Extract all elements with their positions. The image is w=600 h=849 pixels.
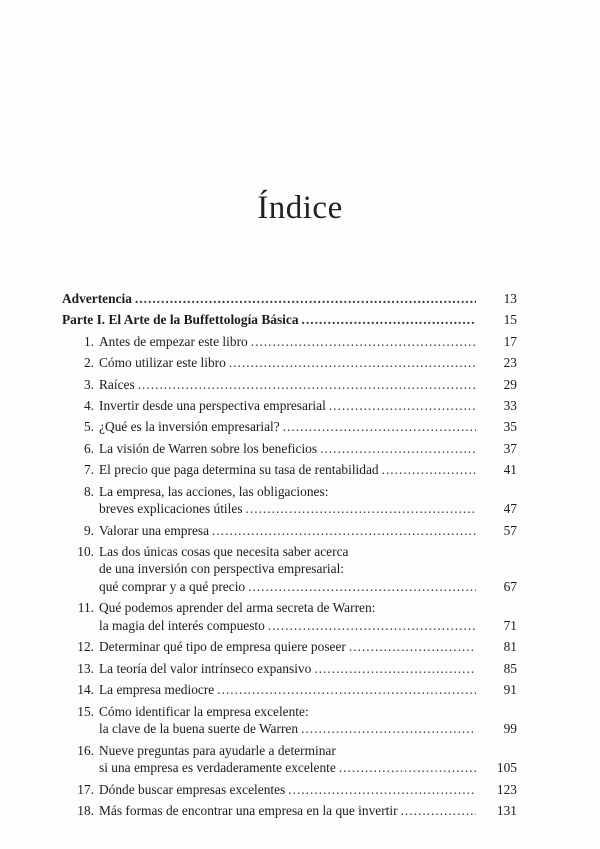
toc-part-entry[interactable]	[62, 311, 517, 329]
dot-leader	[212, 522, 476, 540]
chapter-number: 10.	[77, 543, 94, 559]
chapter-number: 7.	[83, 462, 94, 478]
dot-leader	[268, 617, 476, 635]
page-number: 85	[503, 660, 517, 676]
dot-leader	[229, 354, 476, 372]
page-number: 123	[496, 781, 517, 797]
dot-leader	[217, 681, 476, 699]
toc-entry[interactable]	[62, 703, 517, 738]
entry-title: Más formas de encontrar una empresa en la que invertir	[99, 802, 398, 818]
page-number: 131	[496, 802, 517, 818]
toc-entry[interactable]	[62, 440, 517, 458]
entry-title: Nueve preguntas para ayudarle a determinar	[99, 742, 336, 758]
dot-leader	[320, 440, 476, 458]
chapter-number: 16.	[77, 742, 94, 758]
entry-title: Determinar qué tipo de empresa quiere poseer	[99, 639, 346, 655]
toc-entry[interactable]	[62, 461, 517, 479]
entry-title: qué comprar y a qué precio	[99, 579, 246, 595]
chapter-number: 14.	[77, 682, 94, 698]
entry-title: Parte I. El Arte de la Buffettología Básica	[62, 312, 299, 328]
toc-part-entry[interactable]	[62, 290, 517, 308]
entry-title: La empresa, las acciones, las obligaciones:	[99, 483, 329, 499]
toc-entry[interactable]	[62, 599, 517, 634]
entry-title: La teoría del valor intrínseco expansivo	[99, 660, 312, 676]
dot-leader	[302, 311, 476, 329]
chapter-number: 2.	[83, 355, 94, 371]
dot-leader	[248, 578, 476, 596]
dot-leader	[251, 333, 476, 351]
chapter-number: 18.	[77, 802, 94, 818]
page-number: 57	[503, 522, 517, 538]
entry-title: Antes de empezar este libro	[99, 333, 248, 349]
toc-entry[interactable]	[62, 802, 517, 820]
toc-entry[interactable]	[62, 333, 517, 351]
chapter-number: 8.	[83, 483, 94, 499]
chapter-number: 5.	[83, 419, 94, 435]
chapter-number: 13.	[77, 660, 94, 676]
entry-title: Qué podemos aprender del arma secreta de Warren:	[99, 600, 376, 616]
page-number: 33	[503, 397, 517, 413]
entry-title: Dónde buscar empresas excelentes	[99, 781, 286, 797]
dot-leader	[401, 802, 476, 820]
page-number: 71	[503, 618, 517, 634]
dot-leader	[283, 418, 476, 436]
chapter-number: 12.	[77, 639, 94, 655]
entry-title: La empresa mediocre	[99, 682, 215, 698]
chapter-number: 4.	[83, 397, 94, 413]
entry-title: Cómo utilizar este libro	[99, 355, 226, 371]
entry-title: Advertencia	[62, 291, 132, 306]
page-number: 17	[503, 333, 517, 349]
entry-title: la clave de la buena suerte de Warren	[99, 721, 299, 737]
dot-leader	[301, 720, 476, 738]
entry-title: de una inversión con perspectiva empresarial:	[99, 561, 345, 577]
page-title: Índice	[257, 190, 343, 226]
page-number: 41	[503, 462, 517, 478]
page-number: 23	[503, 355, 517, 371]
entry-title: Valorar una empresa	[99, 522, 210, 538]
toc-entry[interactable]	[62, 522, 517, 540]
entry-title: El precio que paga determina su tasa de rentabilidad	[99, 462, 379, 478]
toc-entry[interactable]	[62, 543, 517, 596]
page-number: 105	[496, 760, 517, 776]
toc-entry[interactable]	[62, 660, 517, 678]
toc-entry[interactable]	[62, 418, 517, 436]
entry-title: la magia del interés compuesto	[99, 618, 265, 634]
chapter-number: 15.	[77, 703, 94, 719]
dot-leader	[382, 461, 476, 479]
page-number: 91	[503, 682, 517, 698]
chapter-number: 6.	[83, 440, 94, 456]
page-number: 47	[503, 501, 517, 517]
entry-title: breves explicaciones útiles	[99, 501, 243, 517]
page-number: 81	[503, 639, 517, 655]
chapter-number: 3.	[83, 376, 94, 392]
chapter-number: 11.	[77, 600, 94, 616]
chapter-number: 1.	[83, 333, 94, 349]
entry-title: Raíces	[99, 376, 135, 392]
pencil-mark	[378, 770, 463, 785]
entry-title: ¿Qué es la inversión empresarial?	[99, 419, 280, 435]
entry-title: si una empresa es verdaderamente excelente	[99, 760, 336, 776]
toc-entry[interactable]	[62, 376, 517, 394]
dot-leader	[314, 660, 476, 678]
page-number: 13	[503, 291, 517, 306]
chapter-number: 17.	[77, 781, 94, 797]
page-number: 99	[503, 721, 517, 737]
dot-leader	[349, 638, 476, 656]
toc-entry[interactable]	[62, 483, 517, 518]
page-number: 35	[503, 419, 517, 435]
entry-title: Invertir desde una perspectiva empresarial	[99, 397, 326, 413]
dot-leader	[246, 500, 476, 518]
dot-leader	[138, 376, 476, 394]
toc-entry[interactable]	[62, 397, 517, 415]
toc-entry[interactable]	[62, 354, 517, 372]
page-number: 29	[503, 376, 517, 392]
toc-entry[interactable]	[62, 681, 517, 699]
dot-leader	[135, 290, 476, 308]
dot-leader	[329, 397, 476, 415]
chapter-number: 9.	[83, 522, 94, 538]
page-number: 37	[503, 440, 517, 456]
page-number: 15	[503, 312, 517, 328]
entry-title: La visión de Warren sobre los beneficios	[99, 440, 318, 456]
table-of-contents	[62, 290, 517, 820]
entry-title: Las dos únicas cosas que necesita saber acerca	[99, 543, 349, 559]
entry-title: Cómo identificar la empresa excelente:	[99, 703, 309, 719]
toc-entry[interactable]	[62, 638, 517, 656]
page-number: 67	[503, 579, 517, 595]
